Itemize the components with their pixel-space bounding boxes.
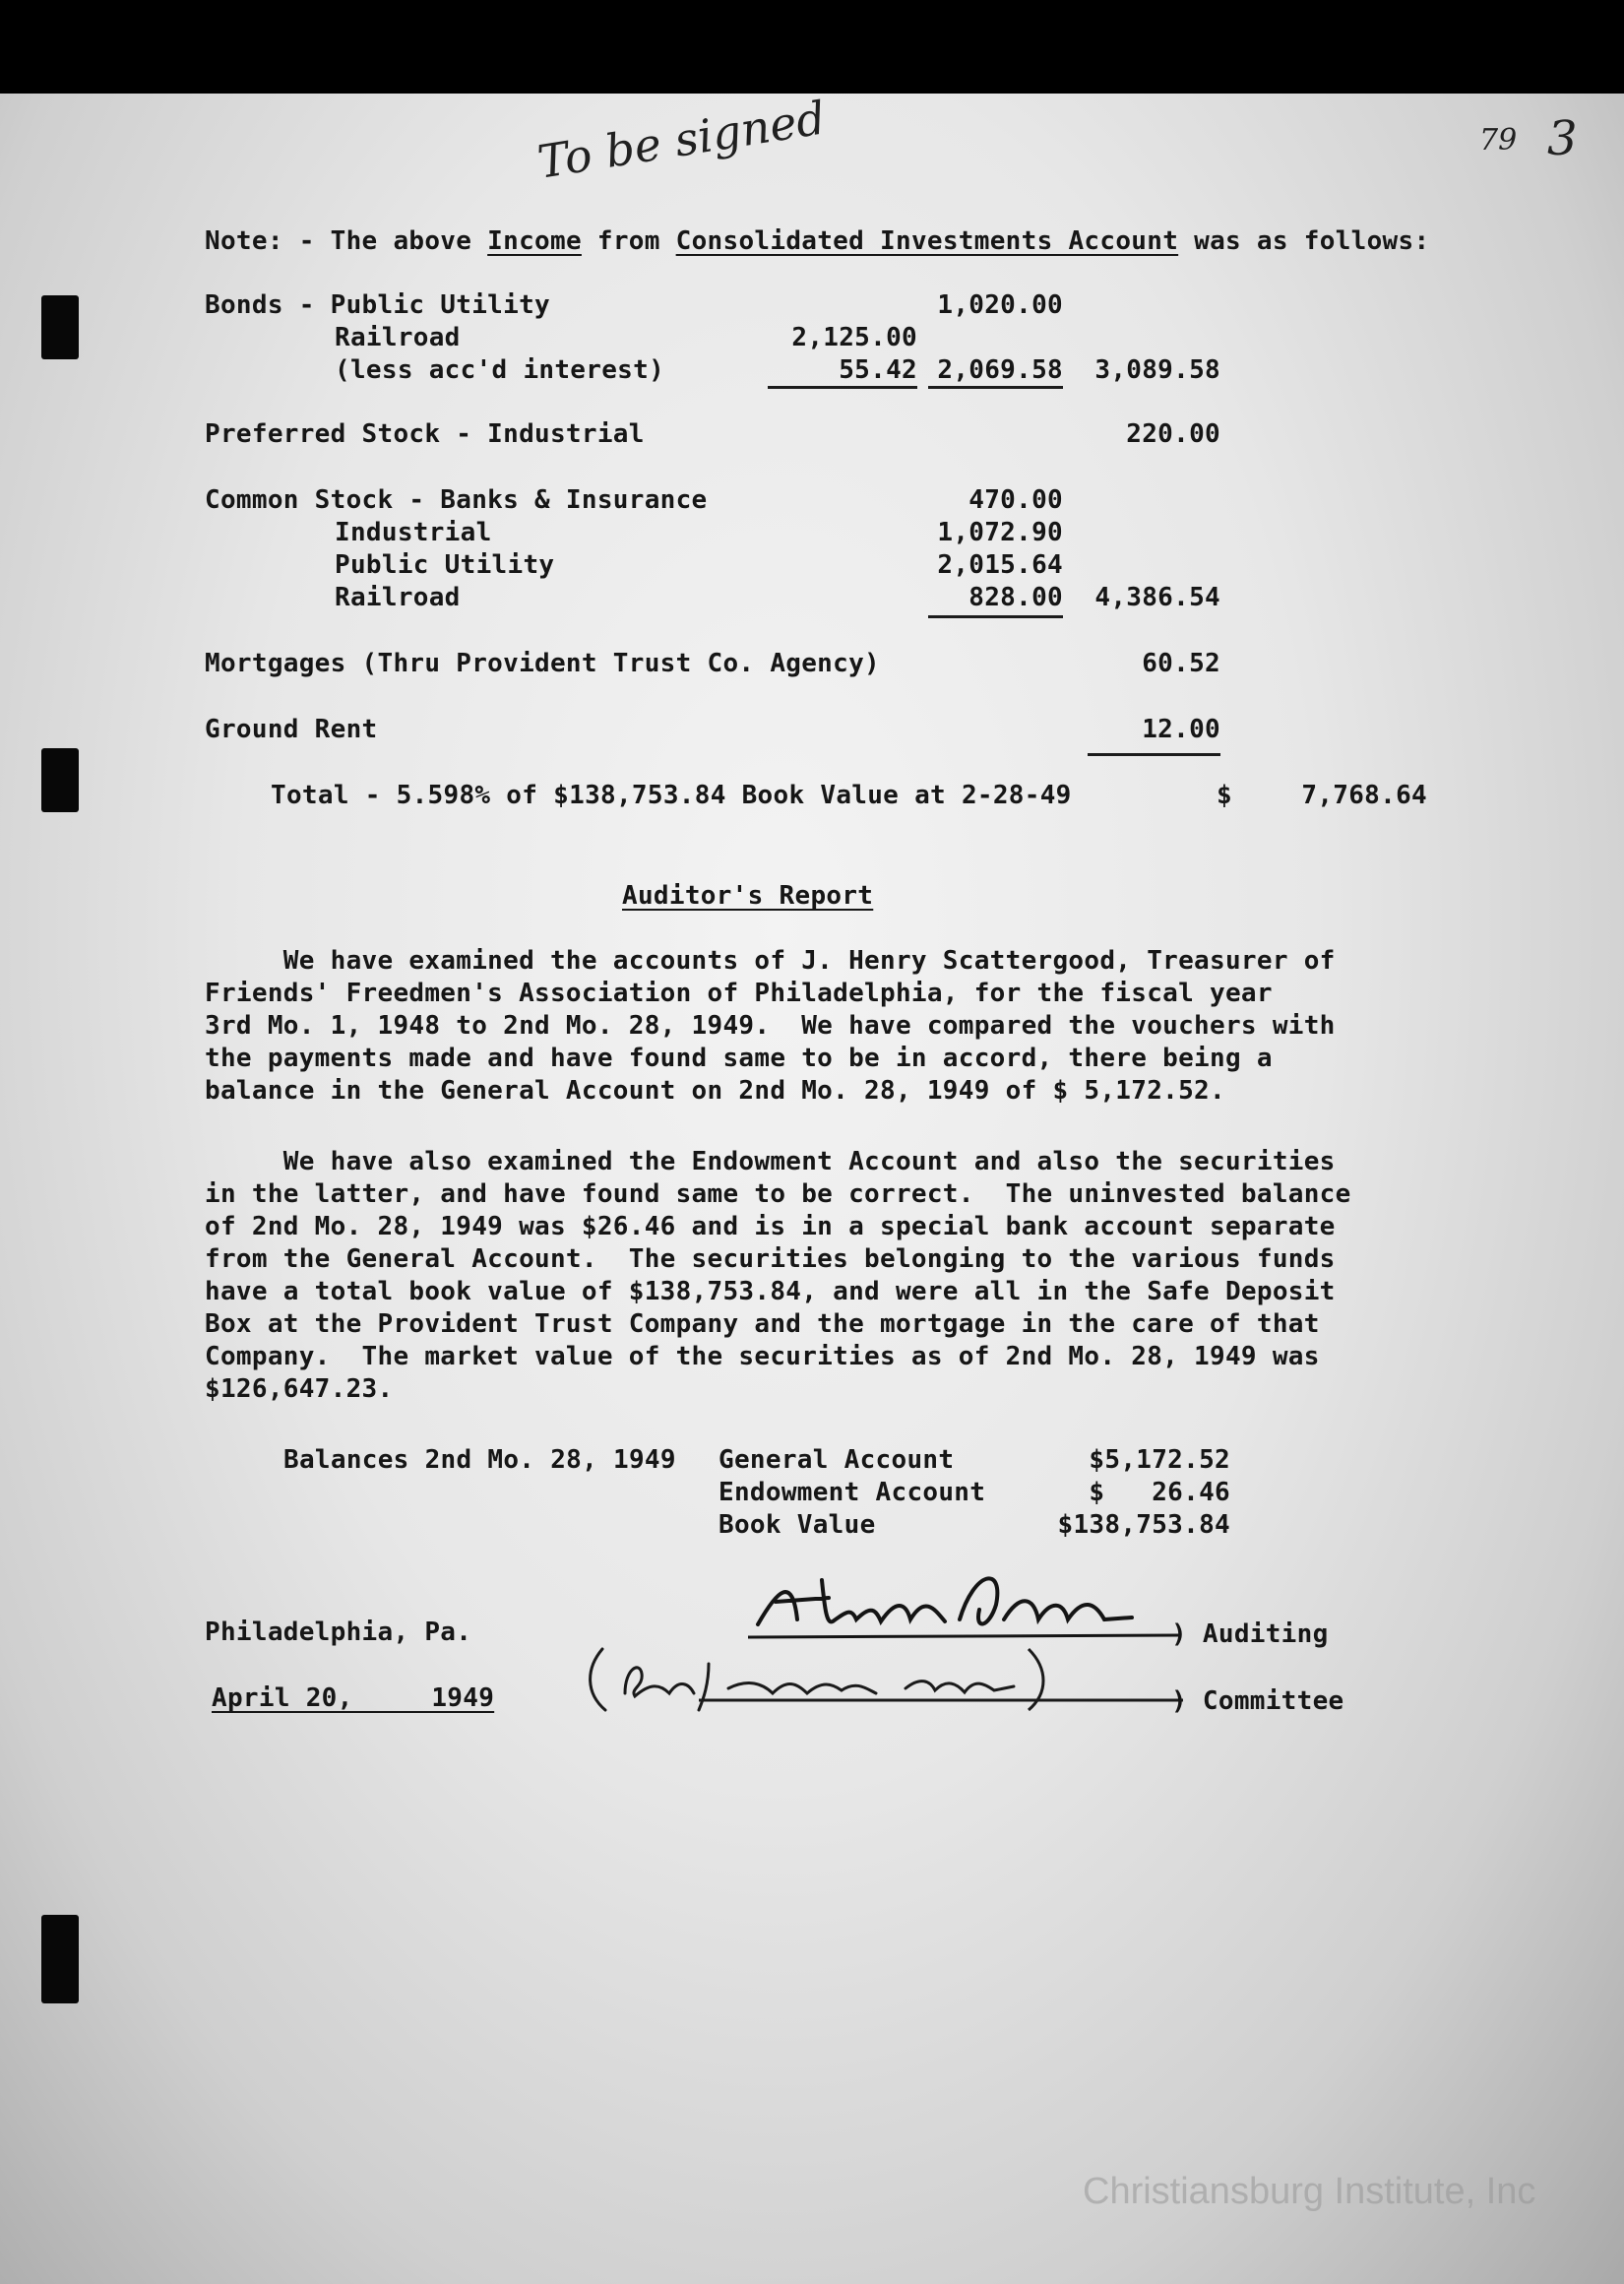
ground-rent-total: 12.00: [1142, 715, 1220, 744]
text-line: We have examined the accounts of J. Henry Scattergood, Treasurer of: [205, 946, 1336, 976]
text-line: 3rd Mo. 1, 1948 to 2nd Mo. 28, 1949. We have compared the vouchers with: [205, 1011, 1336, 1041]
rule: [928, 615, 1063, 618]
common-railroad-value: 828.00: [968, 583, 1063, 612]
rule: [768, 386, 917, 389]
bonds-railroad-value: 2,125.00: [791, 323, 917, 352]
binder-tab-mark: [41, 1915, 79, 2003]
common-railroad-label: Railroad: [335, 583, 461, 612]
balance-endowment-value: $ 26.46: [1089, 1478, 1230, 1507]
common-industrial-value: 1,072.90: [937, 518, 1063, 547]
ground-rent-label: Ground Rent: [205, 715, 378, 744]
grand-total-label: Total - 5.598% of $138,753.84 Book Value at 2-28-49: [271, 781, 1072, 810]
common-banks-value: 470.00: [968, 485, 1063, 515]
rule: [1088, 753, 1220, 756]
common-label: Common Stock - Banks & Insurance: [205, 485, 708, 515]
binder-tab-mark: [41, 748, 79, 812]
text-line: balance in the General Account on 2nd Mo. 28, 1949 of $ 5,172.52.: [205, 1076, 1225, 1106]
text-line: of 2nd Mo. 28, 1949 was $26.46 and is in a special bank account separate: [205, 1212, 1336, 1241]
mortgages-total: 60.52: [1142, 649, 1220, 678]
page-mark: 3: [1547, 111, 1578, 166]
report-title: Auditor's Report: [622, 881, 874, 911]
bonds-public-utility-value: 1,020.00: [937, 290, 1063, 320]
text-line: from the General Account. The securities belonging to the various funds: [205, 1244, 1336, 1274]
balances-label: Balances 2nd Mo. 28, 1949: [283, 1445, 676, 1475]
common-utility-value: 2,015.64: [937, 550, 1063, 580]
bonds-railroad-label: Railroad: [335, 323, 461, 352]
auditing-label: ) Auditing: [1171, 1619, 1329, 1649]
text-line: the payments made and have found same to be in accord, there being a: [205, 1044, 1273, 1073]
grand-total-value: 7,768.64: [1301, 781, 1427, 810]
balance-endowment-label: Endowment Account: [718, 1478, 986, 1507]
balance-general-label: General Account: [718, 1445, 955, 1475]
signature-absent-note: [581, 1639, 1191, 1718]
closing-place: Philadelphia, Pa.: [205, 1618, 472, 1647]
bonds-public-utility-label: Bonds - Public Utility: [205, 290, 550, 320]
preferred-label: Preferred Stock - Industrial: [205, 419, 645, 449]
bonds-less-label: (less acc'd interest): [335, 355, 665, 385]
text-line: in the latter, and have found same to be correct. The uninvested balance: [205, 1179, 1351, 1209]
bonds-total: 3,089.58: [1094, 355, 1220, 385]
page-number: 79: [1479, 123, 1518, 158]
text-line: $126,647.23.: [205, 1374, 394, 1404]
text-line: Friends' Freedmen's Association of Philadelphia, for the fiscal year: [205, 979, 1273, 1008]
committee-label: ) Committee: [1171, 1686, 1344, 1716]
common-total: 4,386.54: [1094, 583, 1220, 612]
balance-book-label: Book Value: [718, 1510, 876, 1540]
balance-book-value: $138,753.84: [1057, 1510, 1230, 1540]
common-utility-label: Public Utility: [335, 550, 555, 580]
grand-total-dollar: $: [1217, 781, 1232, 810]
closing-date: April 20, 1949: [212, 1683, 495, 1713]
common-industrial-label: Industrial: [335, 518, 492, 547]
balance-general-value: $5,172.52: [1089, 1445, 1230, 1475]
bonds-railroad-net: 2,069.58: [937, 355, 1063, 385]
text-line: We have also examined the Endowment Account and also the securities: [205, 1147, 1336, 1176]
document-page: [0, 91, 1624, 2284]
binder-tab-mark: [41, 295, 79, 359]
bonds-less-value: 55.42: [839, 355, 917, 385]
text-line: Box at the Provident Trust Company and the mortgage in the care of that: [205, 1309, 1320, 1339]
text-line: Company. The market value of the securities as of 2nd Mo. 28, 1949 was: [205, 1342, 1320, 1371]
preferred-total: 220.00: [1126, 419, 1220, 449]
text-line: have a total book value of $138,753.84, and were all in the Safe Deposit: [205, 1277, 1336, 1306]
rule: [928, 386, 1063, 389]
watermark: Christiansburg Institute, Inc: [1083, 2171, 1536, 2212]
top-handwritten-note: To be signed: [533, 91, 830, 189]
note-line: Note: - The above Income from Consolidated Investments Account was as follows:: [205, 226, 1430, 256]
mortgages-label: Mortgages (Thru Provident Trust Co. Agency): [205, 649, 880, 678]
